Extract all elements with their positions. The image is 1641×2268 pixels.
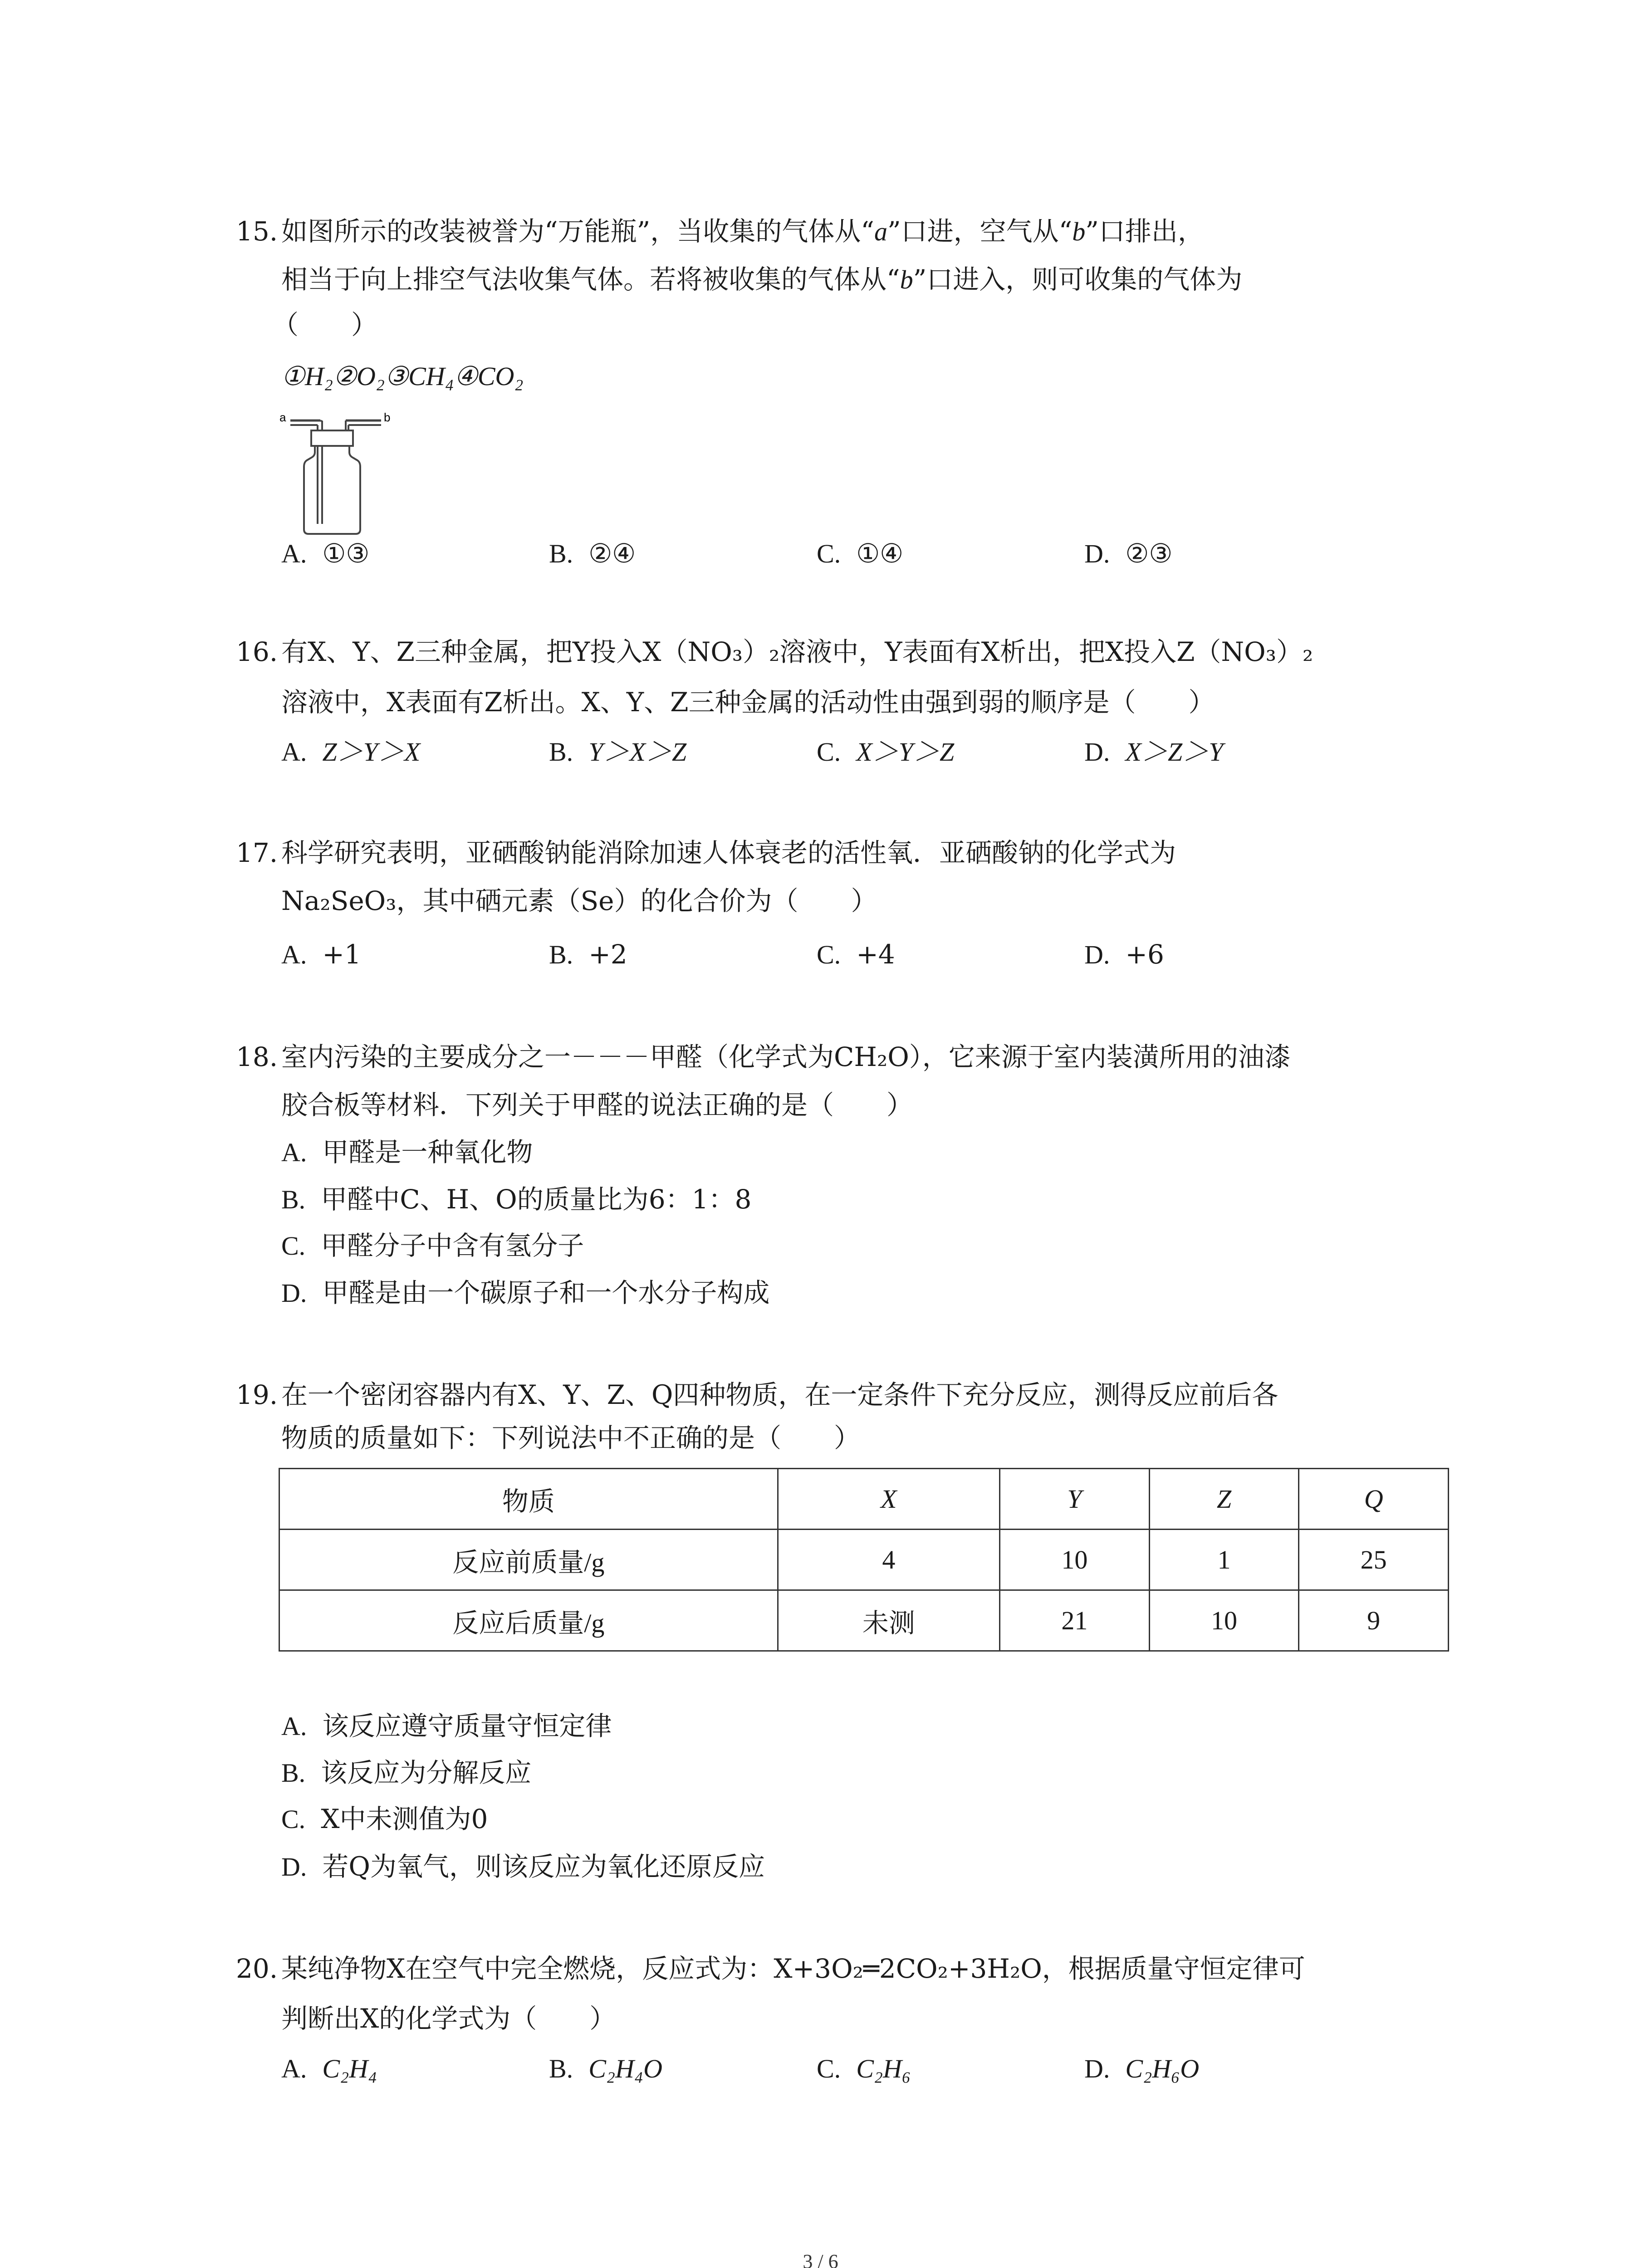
- option-d[interactable]: D. 若Q为氧气，则该反应为氧化还原反应: [281, 1851, 765, 1882]
- table-row: [279, 1590, 1449, 1651]
- question-number: 17.: [236, 837, 278, 868]
- question-number: 18.: [236, 1041, 278, 1072]
- table-header-cell: Y: [1000, 1469, 1150, 1530]
- question-text-line: 科学研究表明，亚硒酸钠能消除加速人体衰老的活性氧．亚硒酸钠的化学式为: [281, 837, 1176, 868]
- table-cell: 25: [1299, 1530, 1449, 1590]
- question-text-line: Na₂SeO₃，其中硒元素（Se）的化合价为（ ）: [281, 885, 877, 916]
- gas-bottle-diagram: [279, 411, 397, 538]
- option-d[interactable]: D. 甲醛是由一个碳原子和一个水分子构成: [281, 1277, 770, 1308]
- option-c[interactable]: C. 甲醛分子中含有氢分子: [281, 1230, 584, 1261]
- table-cell: 反应前质量/g: [279, 1530, 778, 1590]
- table-cell: 未测: [778, 1590, 999, 1651]
- table-header-cell: Q: [1299, 1469, 1449, 1530]
- table-cell: 10: [1149, 1590, 1299, 1651]
- option-c[interactable]: C. ①④: [817, 538, 904, 569]
- question-number: 15.: [236, 216, 278, 247]
- table-header-cell: Z: [1149, 1469, 1299, 1530]
- question-text-line: 如图所示的改装被誉为“万能瓶”，当收集的气体从“a”口进，空气从“b”口排出，: [281, 216, 1204, 247]
- option-b[interactable]: B. ②④: [549, 538, 636, 569]
- option-b[interactable]: B. 甲醛中C、H、O的质量比为6：1：8: [281, 1184, 752, 1215]
- option-b[interactable]: B. C₂H₄O: [549, 2054, 662, 2083]
- table-cell: 21: [1000, 1590, 1150, 1651]
- table-row: [279, 1530, 1449, 1590]
- option-c[interactable]: C. X中未测值为0: [281, 1804, 488, 1834]
- option-a[interactable]: A. Z＞Y＞X: [281, 737, 421, 767]
- option-a[interactable]: A. 甲醛是一种氧化物: [281, 1137, 533, 1168]
- question-text-line: 判断出X的化学式为（ ）: [281, 2003, 616, 2034]
- option-d[interactable]: D. +6: [1084, 939, 1164, 970]
- option-d[interactable]: D. C₂H₆O: [1084, 2054, 1200, 2083]
- question-number: 20.: [236, 1953, 278, 1984]
- table-cell: 反应后质量/g: [279, 1590, 778, 1651]
- option-a[interactable]: A. 该反应遵守质量守恒定律: [281, 1711, 612, 1741]
- question-text-line: 物质的质量如下：下列说法中不正确的是（ ）: [281, 1422, 861, 1453]
- question-text-line: 溶液中，X表面有Z析出。X、Y、Z三种金属的活动性由强到弱的顺序是（ ）: [281, 687, 1215, 718]
- option-a[interactable]: A. C₂H₄: [281, 2054, 377, 2083]
- table-cell: 4: [778, 1530, 999, 1590]
- question-text-line: 某纯净物X在空气中完全燃烧，反应式为：X+3O₂═2CO₂+3H₂O，根据质量守恒定律可: [281, 1953, 1305, 1984]
- question-text-line: 有X、Y、Z三种金属，把Y投入X（NO₃）₂溶液中，Y表面有X析出，把X投入Z（NO₃）₂: [281, 636, 1313, 667]
- question-number: 19.: [236, 1379, 278, 1410]
- table-cell: 1: [1149, 1530, 1299, 1590]
- option-d[interactable]: D. X＞Z＞Y: [1084, 737, 1224, 767]
- table-header-row: [279, 1469, 1449, 1530]
- table-header-cell: 物质: [279, 1469, 778, 1530]
- option-d[interactable]: D. ②③: [1084, 538, 1173, 569]
- option-c[interactable]: C. C₂H₆: [817, 2054, 911, 2083]
- option-a[interactable]: A. ①③: [281, 538, 370, 569]
- option-b[interactable]: B. 该反应为分解反应: [281, 1757, 532, 1788]
- question-number: 16.: [236, 636, 278, 667]
- option-b[interactable]: B. +2: [549, 939, 627, 970]
- option-c[interactable]: C. X＞Y＞Z: [817, 737, 955, 767]
- table-cell: 10: [1000, 1530, 1150, 1590]
- answer-blank: （ ）: [272, 309, 378, 340]
- table-cell: 9: [1299, 1590, 1449, 1651]
- option-b[interactable]: B. Y＞X＞Z: [549, 737, 687, 767]
- bottle-label-a: a: [279, 411, 286, 424]
- bottle-label-b: b: [384, 411, 391, 424]
- option-a[interactable]: A. +1: [281, 939, 361, 970]
- question-text-line: 胶合板等材料．下列关于甲醛的说法正确的是（ ）: [281, 1090, 913, 1120]
- mass-table: [279, 1468, 1449, 1652]
- question-text-line: 室内污染的主要成分之一－－－甲醛（化学式为CH₂O），它来源于室内装潢所用的油漆: [281, 1041, 1291, 1072]
- question-text-line: 相当于向上排空气法收集气体。若将被收集的气体从“b”口进入，则可收集的气体为: [281, 264, 1243, 295]
- table-header-cell: X: [778, 1469, 999, 1530]
- page-number: 3 / 6: [803, 2250, 838, 2268]
- option-c[interactable]: C. +4: [817, 939, 895, 970]
- gas-list: ①H₂②O₂③CH₄④CO₂: [281, 362, 524, 391]
- question-text-line: 在一个密闭容器内有X、Y、Z、Q四种物质，在一定条件下充分反应，测得反应前后各: [281, 1379, 1279, 1410]
